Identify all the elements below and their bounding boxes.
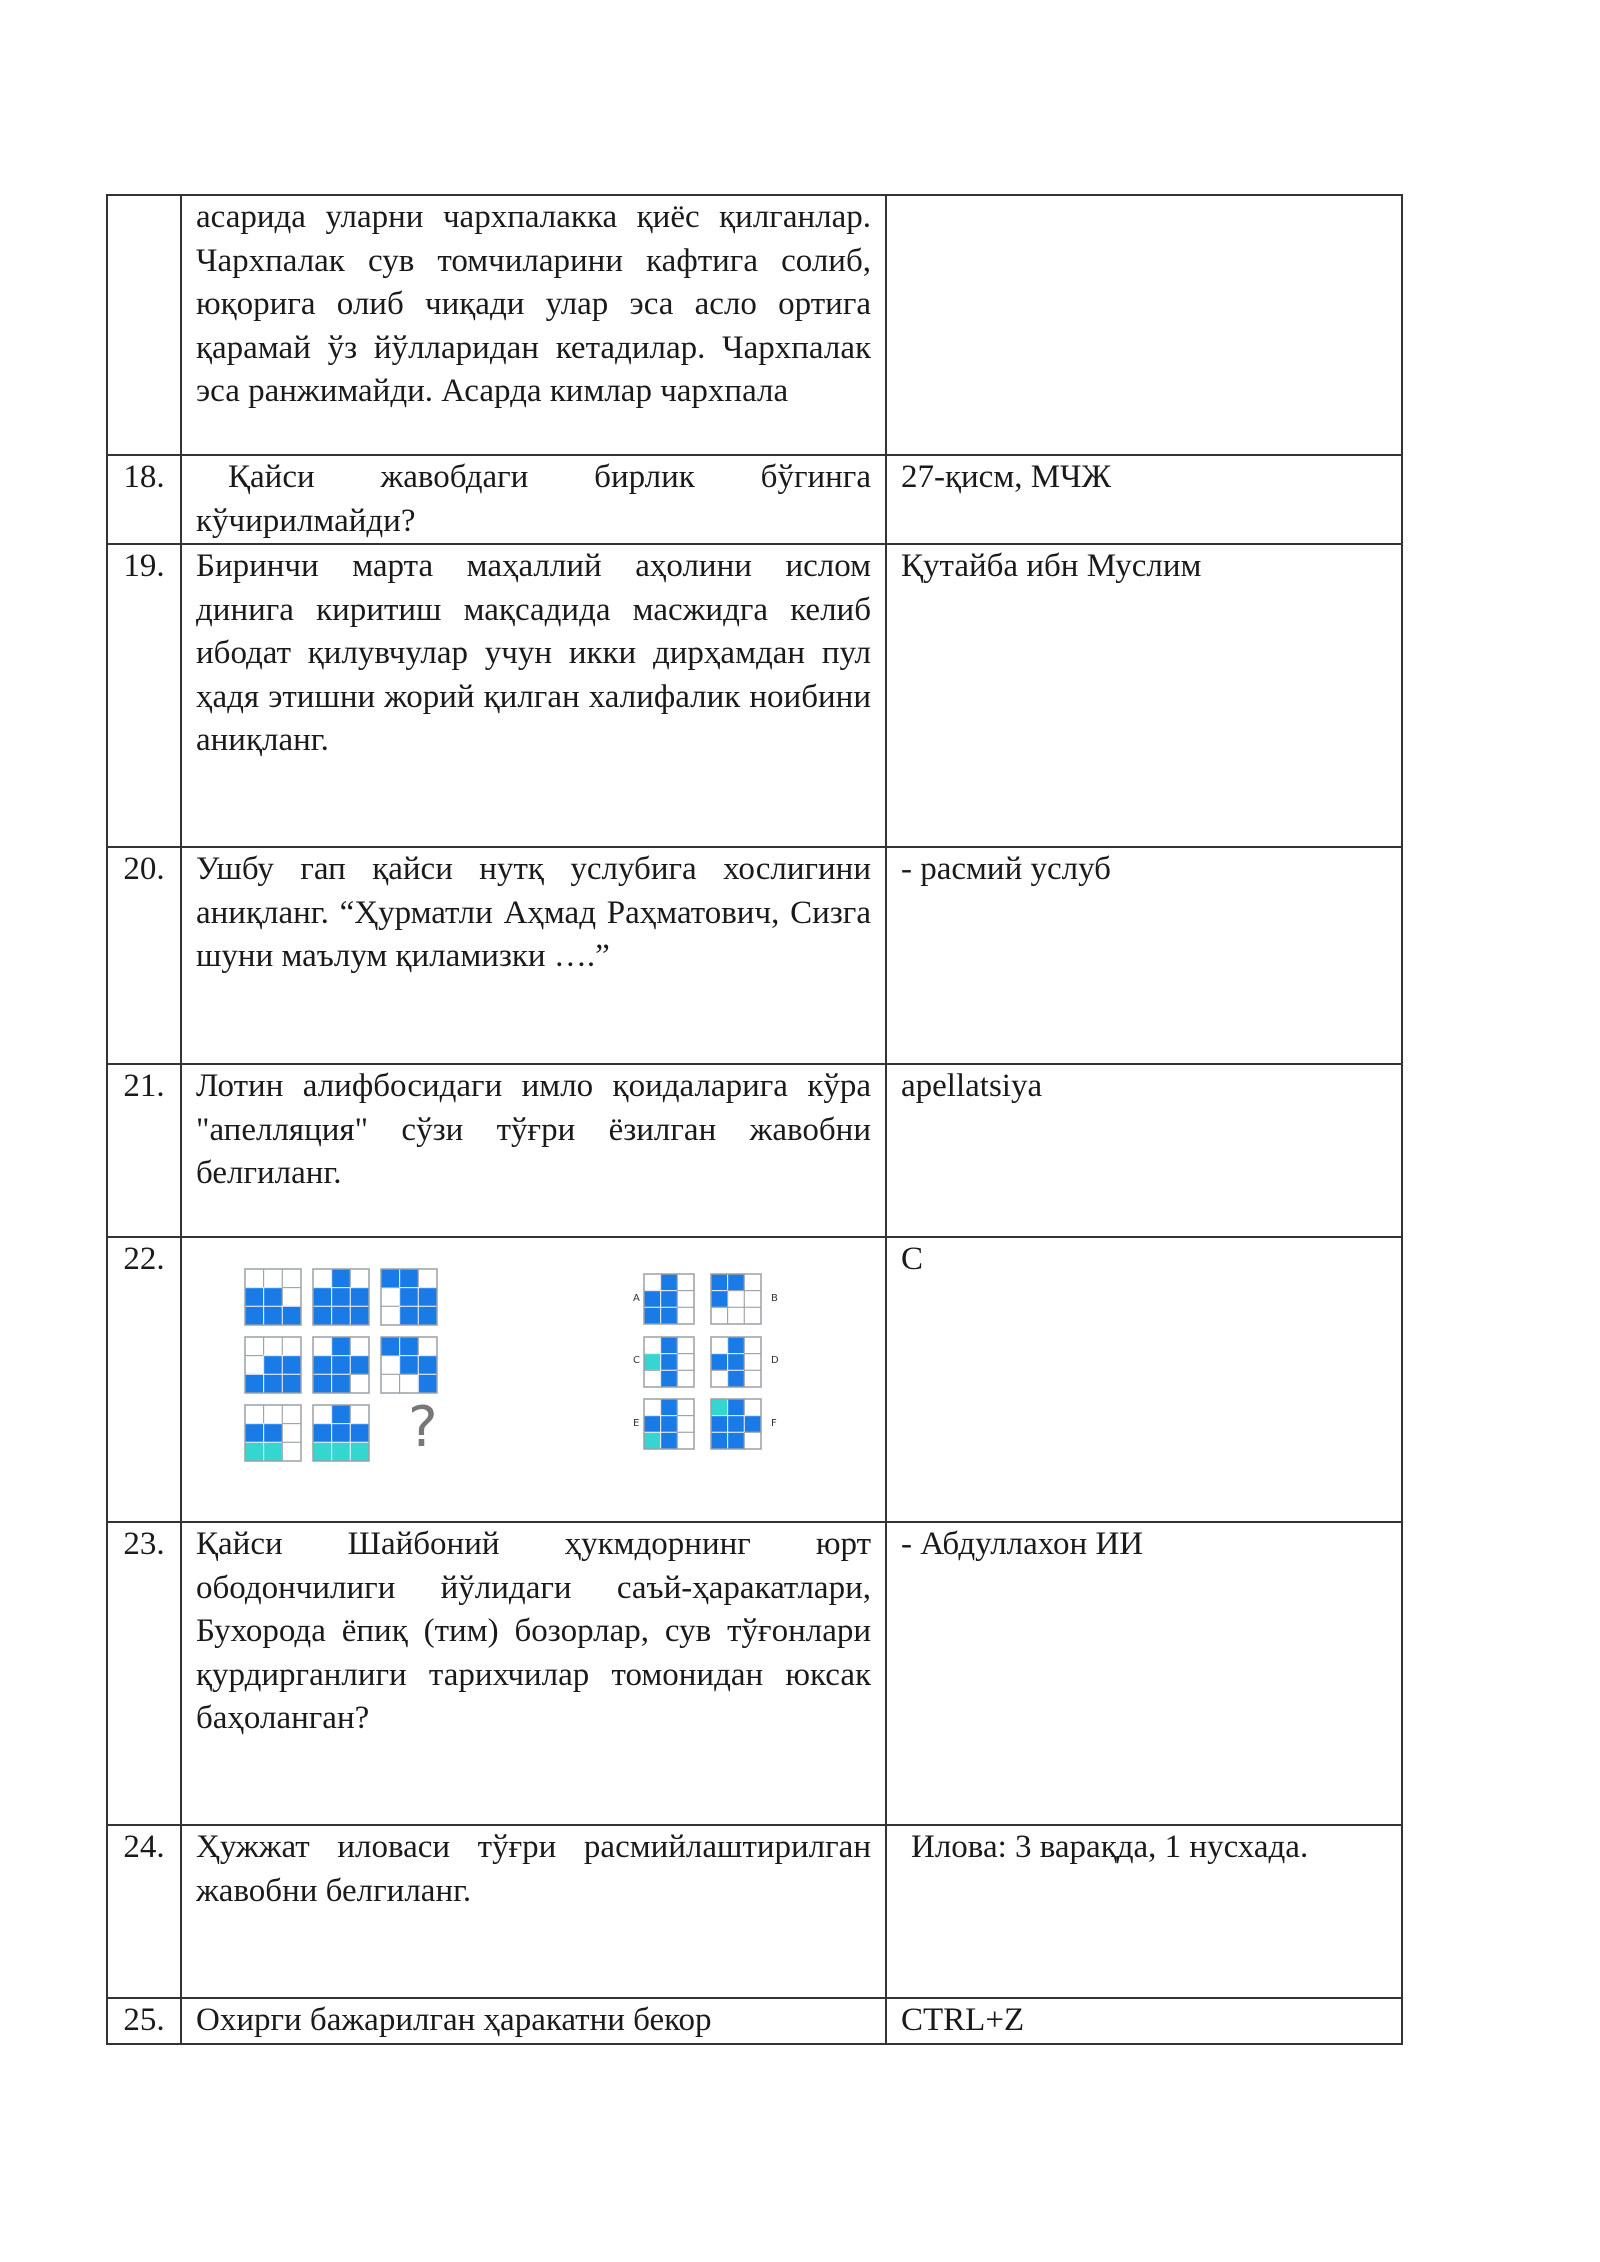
option-tile [644, 1274, 694, 1324]
question-text: асарида уларни чархпалакка қиёс қилганлар. Чархпалак сув томчиларини кафтига солиб, юқорига олиб чиқади улар эса асло ортига қарамай ўз йўлларидан кетадилар. Чархпалак эса ранжимайди. Асарда кимлар чархпала [196, 199, 871, 409]
option-tile [711, 1274, 761, 1324]
matrix-tile [313, 1269, 369, 1325]
question-cell [181, 455, 886, 544]
row-number: 23. [107, 1522, 181, 1825]
row-number: 19. [107, 544, 181, 847]
question-cell [181, 1998, 886, 2044]
question-cell [181, 544, 886, 847]
question-text: Қайси Шайбоний ҳукмдорнинг юрт ободончилиги йўлидаги саъй-ҳаракатлари, Бухорода ёпиқ (тим) бозорлар, сув тўғонлари қурдирганлиги тарихчилар томонидан юксак баҳоланган? [196, 1526, 871, 1736]
answer-cell: 27-қисм, МЧЖ [886, 455, 1402, 544]
option-label-d: D [771, 1355, 779, 1366]
table-row [107, 455, 1402, 544]
question-text: Охирги бажарилган ҳаракатни бекор [196, 2002, 712, 2038]
option-tile [711, 1337, 761, 1387]
answer-cell: C [886, 1237, 1402, 1522]
question-text: Ҳужжат иловаси тўғри расмийлаштирилган жавобни белгиланг. [196, 1829, 871, 1909]
option-tile [644, 1399, 694, 1449]
matrix-tile [245, 1337, 301, 1393]
answer-table [106, 194, 1403, 2045]
puzzle-image [182, 1238, 855, 1521]
option-tile [711, 1399, 761, 1449]
matrix-tile [313, 1405, 369, 1461]
question-text: Қайси жавобдаги бирлик бўгинга кўчирилмайди? [196, 459, 871, 539]
option-label-a: A [633, 1293, 640, 1304]
question-text: Биринчи марта маҳаллий аҳолини ислом динига киритиш мақсадида масжидга келиб ибодат қилувчулар учун икки дирҳамдан пул ҳадя этишни жорий қилган халифалик ноибини аниқланг. [196, 548, 871, 758]
table-row [107, 195, 1402, 455]
table-row [107, 847, 1402, 1064]
question-cell [181, 195, 886, 455]
table-row [107, 1237, 1402, 1522]
option-label-e: E [633, 1418, 640, 1429]
matrix-tile [245, 1405, 301, 1461]
table-row [107, 544, 1402, 847]
matrix-tile [381, 1337, 437, 1393]
matrix-tile [381, 1269, 437, 1325]
option-tile [644, 1337, 694, 1387]
answer-text: Илова: 3 варақда, 1 нусхада. [911, 1829, 1309, 1865]
question-text: Лотин алифбосидаги имло қоидаларига кўра "апелляция" сўзи тўғри ёзилган жавобни белгиланг. [196, 1068, 871, 1191]
option-label-b: B [771, 1293, 778, 1304]
answer-cell [886, 1825, 1402, 1998]
matrix-tile [245, 1269, 301, 1325]
row-number: 25. [107, 1998, 181, 2044]
question-cell [181, 1522, 886, 1825]
option-label-f: F [771, 1418, 777, 1429]
matrix-tile [313, 1337, 369, 1393]
row-number: 21. [107, 1064, 181, 1237]
table-row [107, 1522, 1402, 1825]
row-number: 24. [107, 1825, 181, 1998]
question-cell [181, 1825, 886, 1998]
row-number: 22. [107, 1237, 181, 1522]
answer-cell: - расмий услуб [886, 847, 1402, 1064]
table-row [107, 1998, 1402, 2044]
missing-tile-question-mark: ? [408, 1395, 438, 1460]
table-row [107, 1825, 1402, 1998]
row-number: 18. [107, 455, 181, 544]
answer-cell: apellatsiya [886, 1064, 1402, 1237]
question-cell [181, 1064, 886, 1237]
answer-cell: - Абдуллахон ИИ [886, 1522, 1402, 1825]
option-label-c: C [633, 1355, 640, 1366]
answer-cell [886, 195, 1402, 455]
row-number [107, 195, 181, 455]
row-number: 20. [107, 847, 181, 1064]
question-cell [181, 847, 886, 1064]
question-cell [181, 1237, 886, 1522]
table-row [107, 1064, 1402, 1237]
answer-cell: CTRL+Z [886, 1998, 1402, 2044]
question-text: Ушбу гап қайси нутқ услубига хослигини аниқланг. “Ҳурматли Аҳмад Раҳматович, Сизга шуни маълум қиламизки ….” [196, 851, 871, 974]
puzzle-options [644, 1274, 761, 1449]
answer-cell: Қутайба ибн Муслим [886, 544, 1402, 847]
